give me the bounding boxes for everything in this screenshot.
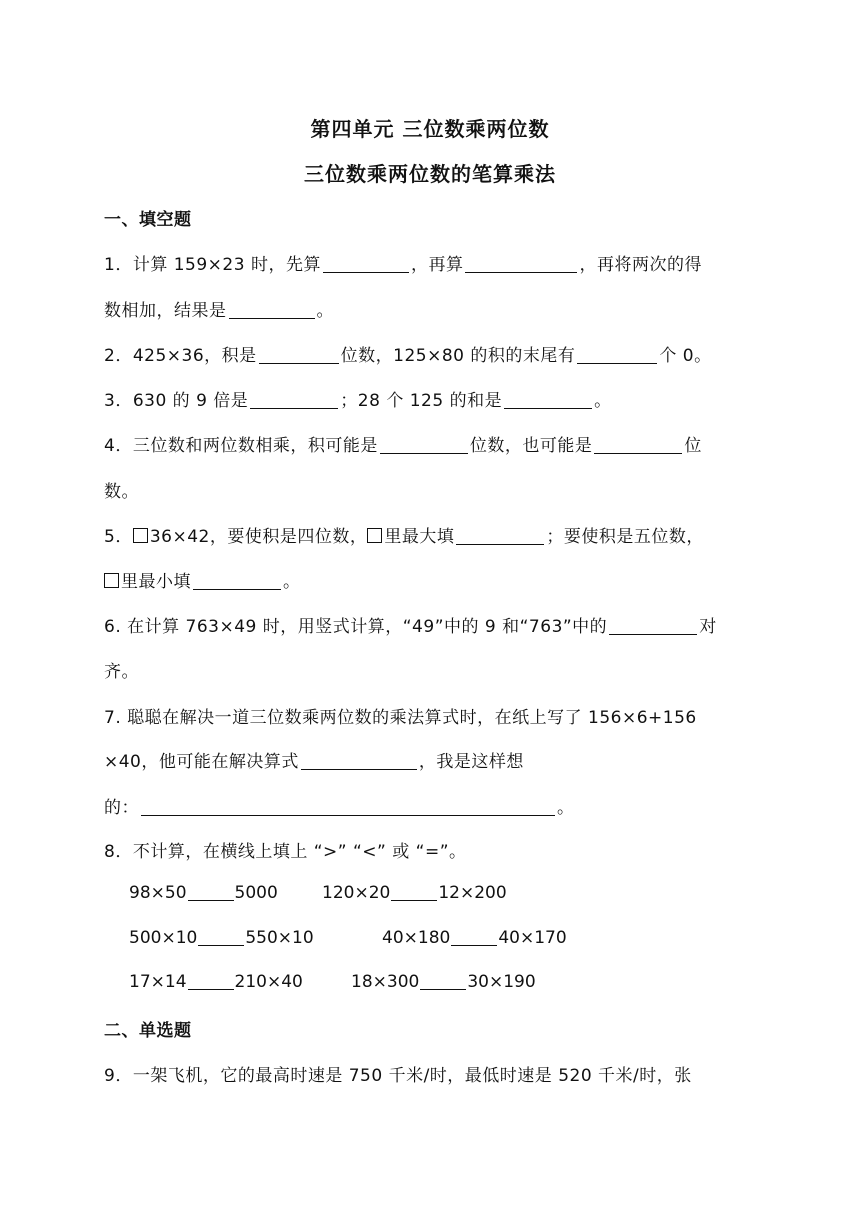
q3-text-c: 。 — [594, 391, 612, 411]
question-8: 8．不计算，在横线上填上 “>” “<” 或 “=”。 — [104, 842, 467, 862]
question-6-cont: 齐。 — [104, 662, 139, 682]
section-choice-heading: 二、单选题 — [104, 1021, 192, 1041]
question-7-cont — [104, 747, 524, 772]
compare-item — [129, 971, 303, 992]
unit-title: 第四单元 三位数乘两位数 — [310, 117, 550, 141]
compare-left: 98×50 — [129, 883, 187, 903]
compare-blank[interactable] — [391, 882, 437, 901]
compare-right: 5000 — [234, 883, 278, 903]
q2-blank-1[interactable] — [259, 345, 339, 364]
question-7: 7. 聪聪在解决一道三位数乘两位数的乘法算式时，在纸上写了 156×6+156 — [104, 708, 697, 728]
q4-blank-1[interactable] — [380, 435, 468, 454]
q5-text-e: 里最小填 — [121, 572, 191, 592]
question-9: 9．一架飞机，它的最高时速是 750 千米/时，最低时速是 520 千米/时，张 — [104, 1066, 692, 1086]
q1-text-c: ，再将两次的得 — [579, 255, 702, 275]
q5-blank-1[interactable] — [456, 526, 544, 545]
box-placeholder-icon — [367, 528, 382, 543]
compare-blank[interactable] — [188, 971, 234, 990]
q6-text-a: 6. 在计算 763×49 时，用竖式计算，“49”中的 9 和“763”中的 — [104, 617, 608, 637]
compare-item — [351, 971, 536, 992]
q7-blank-1[interactable] — [301, 751, 417, 770]
q3-blank-1[interactable] — [250, 390, 338, 409]
q1-blank-3[interactable] — [229, 300, 315, 319]
compare-item — [129, 882, 278, 903]
question-4 — [104, 431, 702, 456]
q4-text-a: 4．三位数和两位数相乘，积可能是 — [104, 436, 378, 456]
compare-right: 550×10 — [245, 928, 314, 948]
q2-blank-2[interactable] — [577, 345, 657, 364]
compare-left: 17×14 — [129, 972, 187, 992]
q1-text-a: 1．计算 159×23 时，先算 — [104, 255, 321, 275]
q4-blank-2[interactable] — [594, 435, 682, 454]
q1-blank-1[interactable] — [323, 254, 409, 273]
compare-item — [129, 927, 314, 948]
q1-text-e: 。 — [316, 301, 334, 321]
question-4-cont: 数。 — [104, 482, 139, 502]
compare-blank[interactable] — [198, 927, 244, 946]
q3-blank-2[interactable] — [504, 390, 592, 409]
q5-text-a: 5． — [104, 527, 133, 547]
compare-left: 120×20 — [322, 883, 391, 903]
q7-text-e: 。 — [557, 798, 575, 818]
question-1 — [104, 250, 702, 275]
compare-right: 30×190 — [467, 972, 536, 992]
question-5 — [104, 522, 704, 547]
compare-right: 12×200 — [438, 883, 507, 903]
q6-blank-1[interactable] — [609, 616, 697, 635]
q1-blank-2[interactable] — [465, 254, 577, 273]
q5-text-b: 36×42，要使积是四位数， — [149, 527, 368, 547]
q5-text-f: 。 — [283, 572, 301, 592]
question-2 — [104, 341, 712, 366]
q2-text-b: 位数，125×80 的积的末尾有 — [340, 346, 576, 366]
section-fill-heading: 一、填空题 — [104, 210, 192, 230]
q7-blank-2[interactable] — [141, 797, 555, 816]
q5-text-d: ；要使积是五位数， — [546, 527, 704, 547]
q1-text-d: 数相加，结果是 — [104, 301, 227, 321]
compare-right: 210×40 — [234, 972, 303, 992]
q3-text-b: ；28 个 125 的和是 — [340, 391, 503, 411]
question-3 — [104, 386, 612, 411]
q5-blank-2[interactable] — [193, 571, 281, 590]
box-placeholder-icon — [104, 573, 119, 588]
compare-item — [322, 882, 507, 903]
q7-text-d: 的： — [104, 798, 139, 818]
compare-blank[interactable] — [451, 927, 497, 946]
question-5-cont — [104, 567, 301, 592]
compare-left: 500×10 — [129, 928, 198, 948]
compare-left: 40×180 — [382, 928, 451, 948]
q7-text-b: ×40，他可能在解决算式 — [104, 752, 299, 772]
q6-text-b: 对 — [699, 617, 717, 637]
q1-text-b: ，再算 — [410, 255, 464, 275]
q7-text-c: ，我是这样想 — [418, 752, 524, 772]
q5-text-c: 里最大填 — [384, 527, 455, 547]
q4-text-c: 位 — [684, 436, 702, 456]
compare-blank[interactable] — [420, 971, 466, 990]
q4-text-b: 位数，也可能是 — [469, 436, 593, 456]
compare-item — [382, 927, 567, 948]
q2-text-a: 2．425×36，积是 — [104, 346, 257, 366]
lesson-title: 三位数乘两位数的笔算乘法 — [304, 162, 556, 186]
compare-right: 40×170 — [498, 928, 567, 948]
compare-left: 18×300 — [351, 972, 420, 992]
question-1-cont — [104, 296, 334, 321]
q3-text-a: 3．630 的 9 倍是 — [104, 391, 249, 411]
question-7-cont-2 — [104, 793, 575, 818]
compare-blank[interactable] — [188, 882, 234, 901]
question-6 — [104, 612, 717, 637]
box-placeholder-icon — [133, 528, 148, 543]
q2-text-c: 个 0。 — [659, 346, 712, 366]
